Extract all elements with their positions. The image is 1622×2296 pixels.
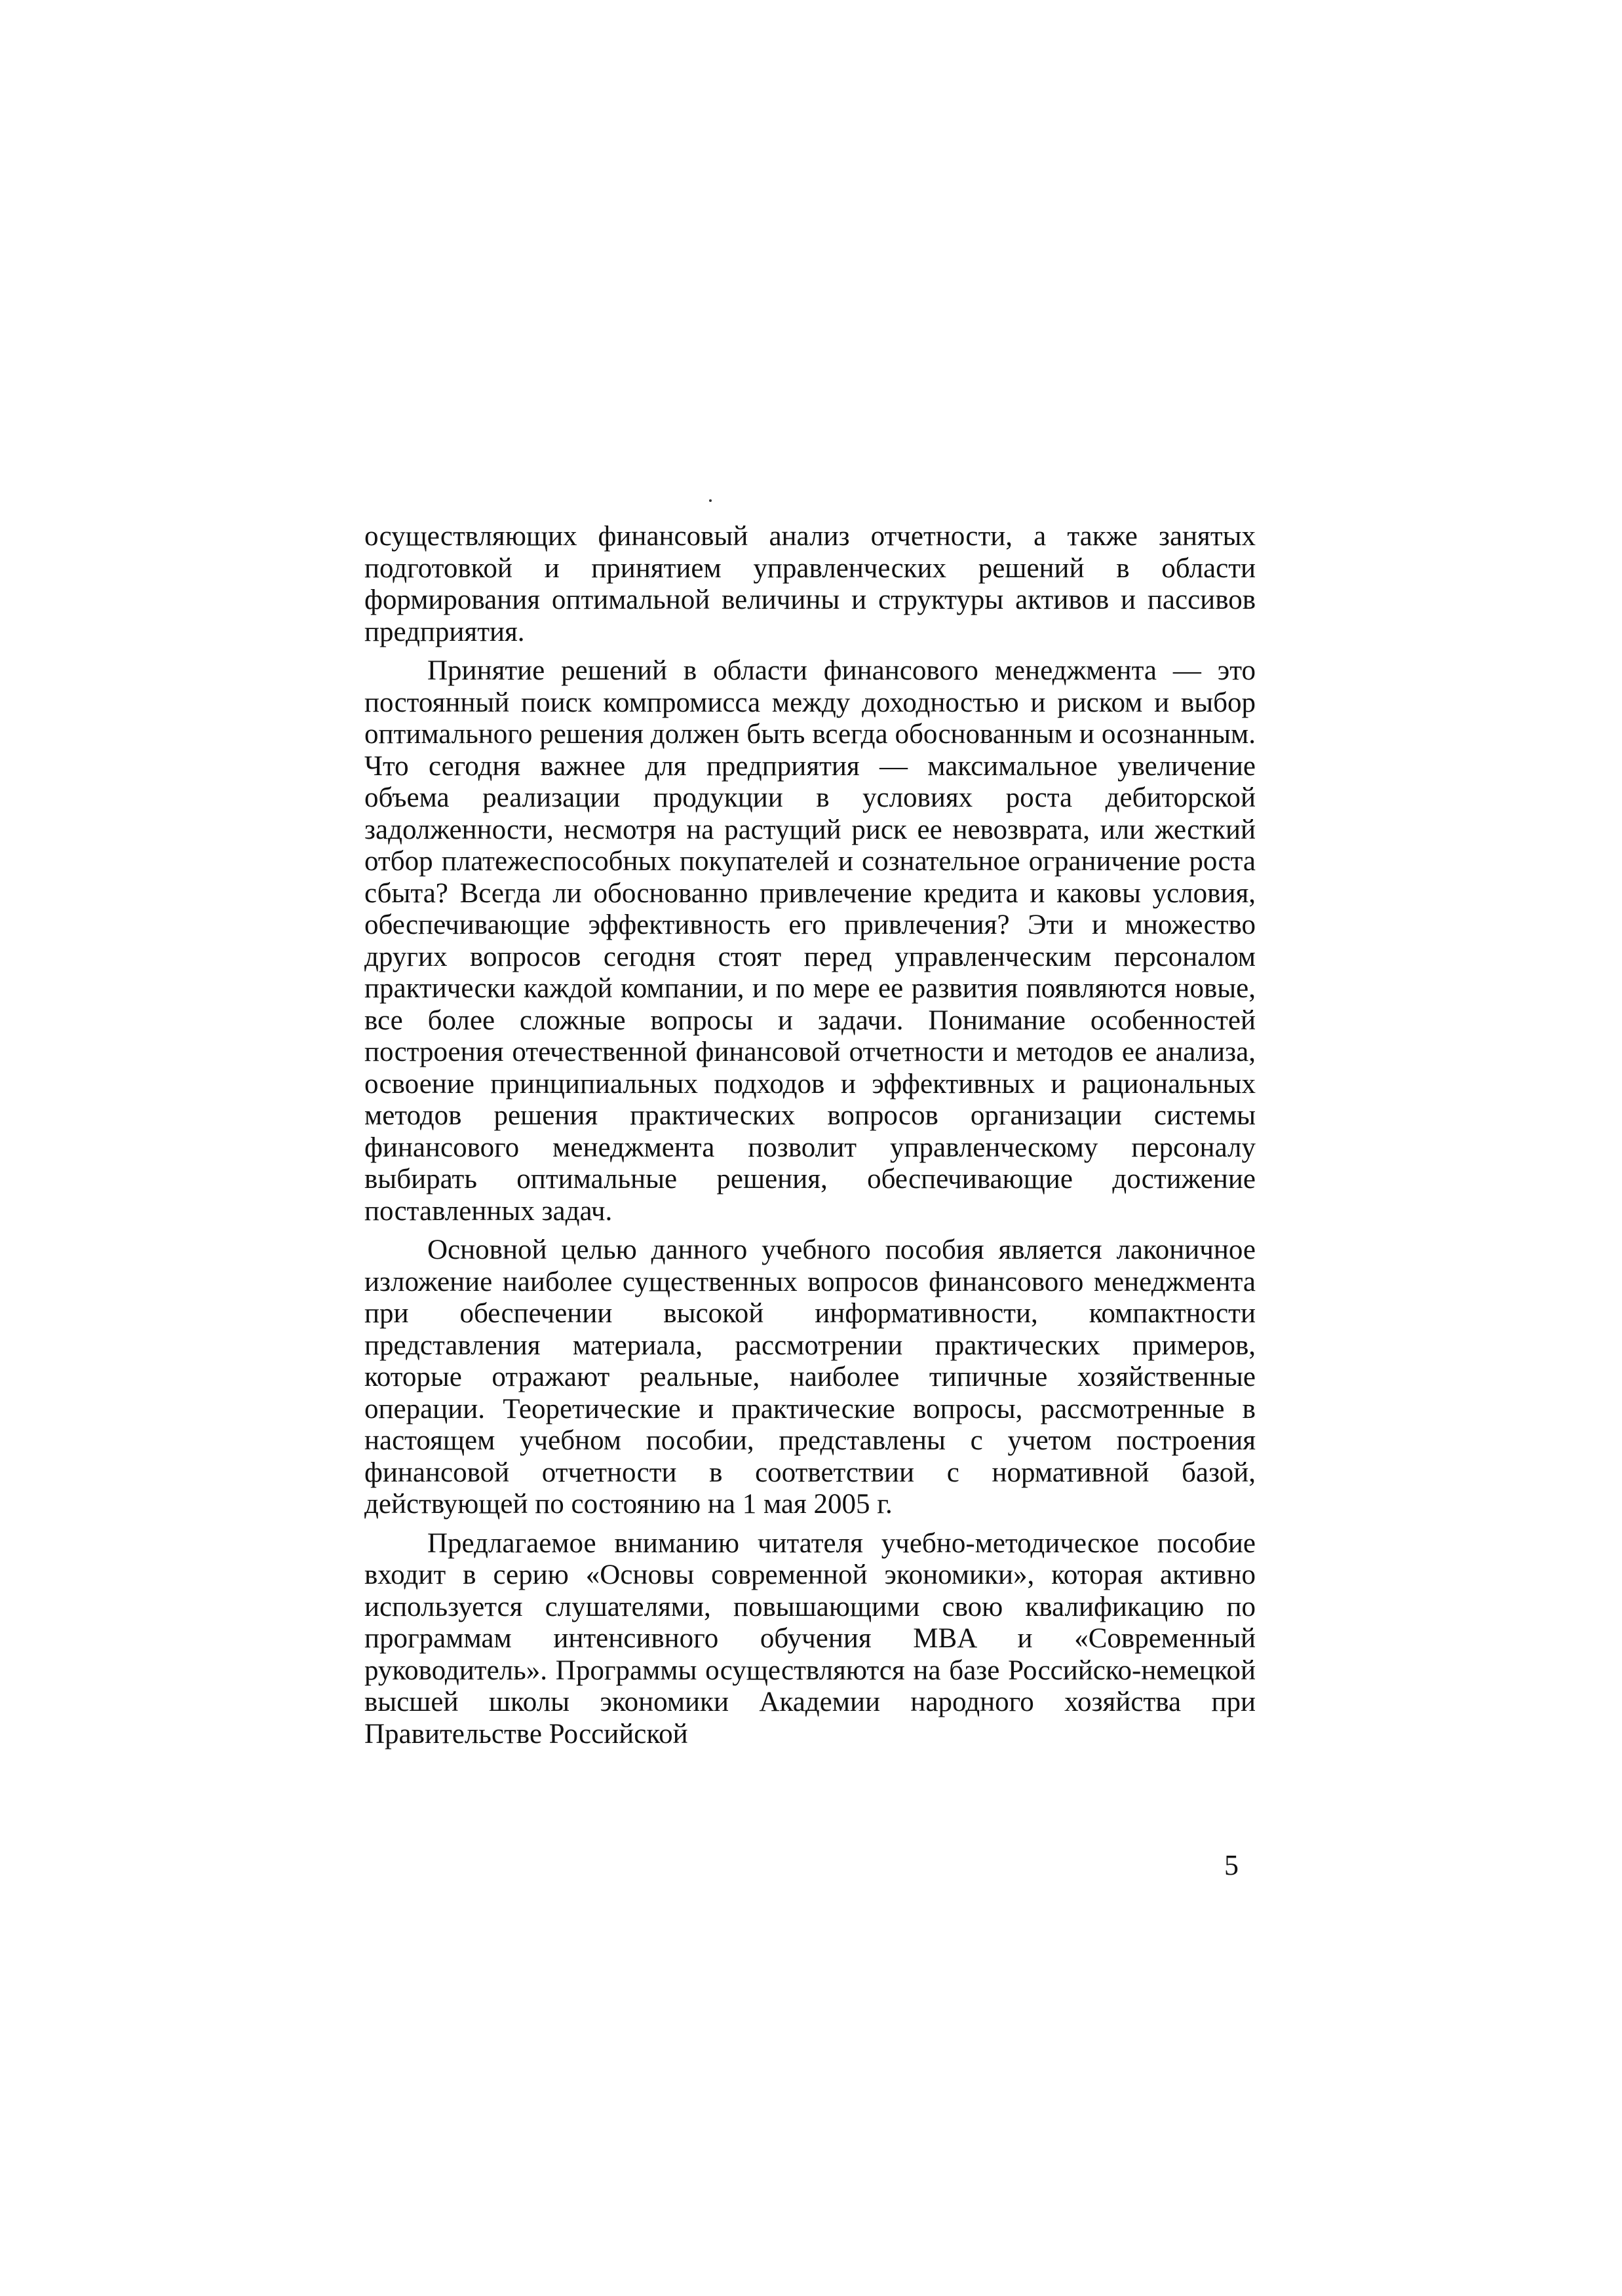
paragraph-series: Предлагаемое вниманию читателя учебно-методическое пособие входит в серию «Основы современной экономики», которая активно используется слушателями, повышающими свою квалификацию по программам интенсивного обучения MBA и «Современный руководитель». Программы осуществляются на базе Российско-немецкой высшей школы экономики Академии народного хозяйства при Правительстве Российской [364,1527,1256,1750]
page-number: 5 [1224,1849,1239,1881]
paragraph-decisions: Принятие решений в области финансового менеджмента — это постоянный поиск компромисса между доходностью и риском и выбор оптимального решения должен быть всегда обоснованным и осознанным. Что сегодня важнее для предприятия — максимальное увеличение объема реализации продукции в условиях роста дебиторской задолженности, несмотря на растущий риск ее невозврата, или жесткий отбор платежеспособных покупателей и сознательное ограничение роста сбыта? Всегда ли обоснованно привлечение кредита и каковы условия, обеспечивающие эффективность его привлечения? Эти и множество других вопросов сегодня стоят перед управленческим персоналом практически каждой компании, и по мере ее развития появляются новые, все более сложные вопросы и задачи. Понимание особенностей построения отечественной финансовой отчетности и методов ее анализа, освоение принципиальных подходов и эффективных и рациональных методов решения практических вопросов организации системы финансового менеджмента позволит управленческому персоналу выбирать оптимальные решения, обеспечивающие достижение поставленных задач. [364,655,1256,1227]
scan-speck [709,499,712,502]
paragraph-goal: Основной целью данного учебного пособия является лаконичное изложение наиболее существенных вопросов финансового менеджмента при обеспечении высокой информативности, компактности представления материала, рассмотрении практических примеров, которые отражают реальные, наиболее типичные хозяйственные операции. Теоретические и практические вопросы, рассмотренные в настоящем учебном пособии, представлены с учетом построения финансовой отчетности в соответствии с нормативной базой, действующей по состоянию на 1 мая 2005 г. [364,1234,1256,1520]
body-text [364,521,1256,1757]
paragraph-continuation: осуществляющих финансовый анализ отчетности, а также занятых подготовкой и принятием управленческих решений в области формирования оптимальной величины и структуры активов и пассивов предприятия. [364,521,1256,647]
